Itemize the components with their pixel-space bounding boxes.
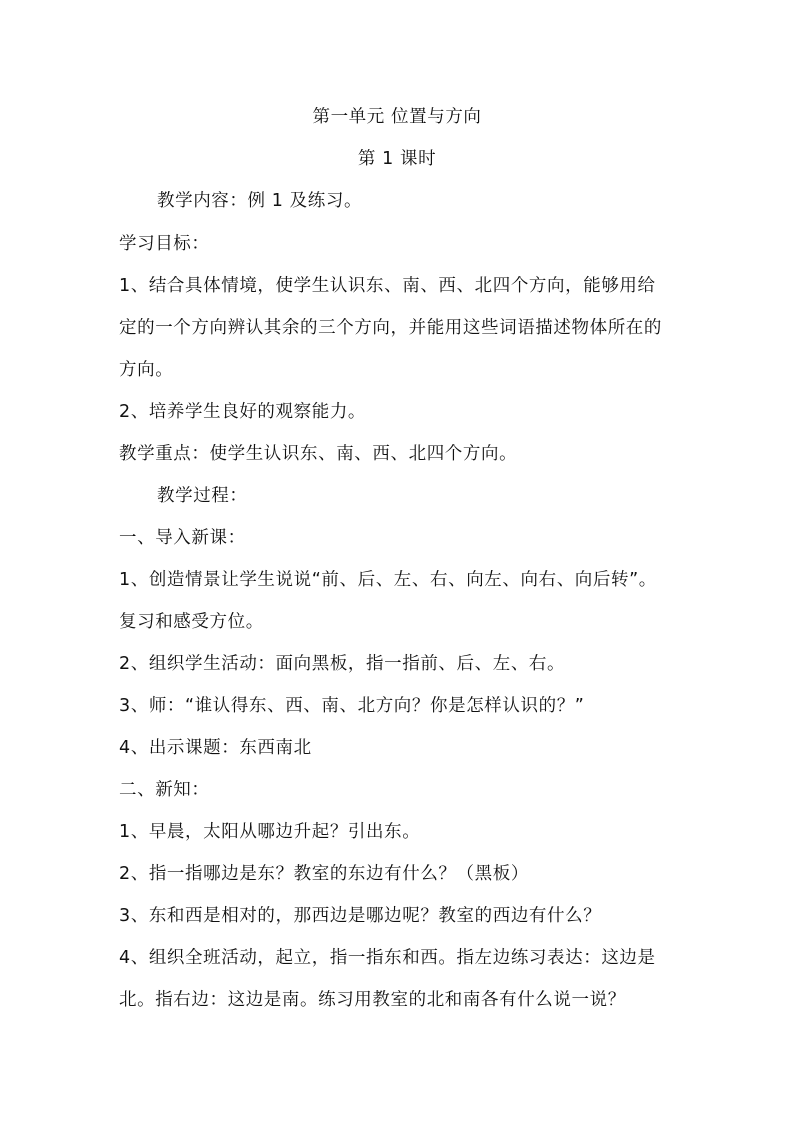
goal-2: 2、培养学生良好的观察能力。 <box>119 402 367 422</box>
section-1-item-1-line-1: 1、创造情景让学生说说“前、后、左、右、向左、向右、向后转”。 <box>119 570 657 590</box>
section-2-item-1: 1、早晨，太阳从哪边升起？引出东。 <box>119 822 421 842</box>
section-1-item-3: 3、师：“谁认得东、西、南、北方向？你是怎样认识的？” <box>119 696 585 716</box>
section-2-heading: 二、新知： <box>119 780 210 800</box>
section-2-item-4-line-2: 北。指右边：这边是南。练习用教室的北和南各有什么说一说？ <box>119 990 626 1010</box>
section-1-item-4: 4、出示课题：东西南北 <box>119 738 312 758</box>
document-title: 第一单元 位置与方向 <box>312 107 482 127</box>
goals-heading: 学习目标： <box>119 234 210 254</box>
document-subtitle: 第 1 课时 <box>357 149 437 169</box>
key-point: 教学重点：使学生认识东、南、西、北四个方向。 <box>119 444 518 464</box>
goal-1-line-2: 定的一个方向辨认其余的三个方向，并能用这些词语描述物体所在的 <box>119 318 662 338</box>
section-2-item-4-line-1: 4、组织全班活动，起立，指一指东和西。指左边练习表达：这边是 <box>119 948 656 968</box>
goal-1-line-1: 1、结合具体情境，使学生认识东、南、西、北四个方向，能够用给 <box>119 276 656 296</box>
goal-1-line-3: 方向。 <box>119 360 174 380</box>
section-1-item-2: 2、组织学生活动：面向黑板，指一指前、后、左、右。 <box>119 654 566 674</box>
section-2-item-2: 2、指一指哪边是东？教室的东边有什么？（黑板） <box>119 864 529 884</box>
section-1-item-1-line-2: 复习和感受方位。 <box>119 612 264 632</box>
process-heading: 教学过程： <box>157 486 248 506</box>
section-2-item-3: 3、东和西是相对的，那西边是哪边呢？教室的西边有什么？ <box>119 906 602 926</box>
section-1-heading: 一、导入新课： <box>119 528 246 548</box>
teaching-content: 教学内容：例 1 及练习。 <box>157 191 363 211</box>
